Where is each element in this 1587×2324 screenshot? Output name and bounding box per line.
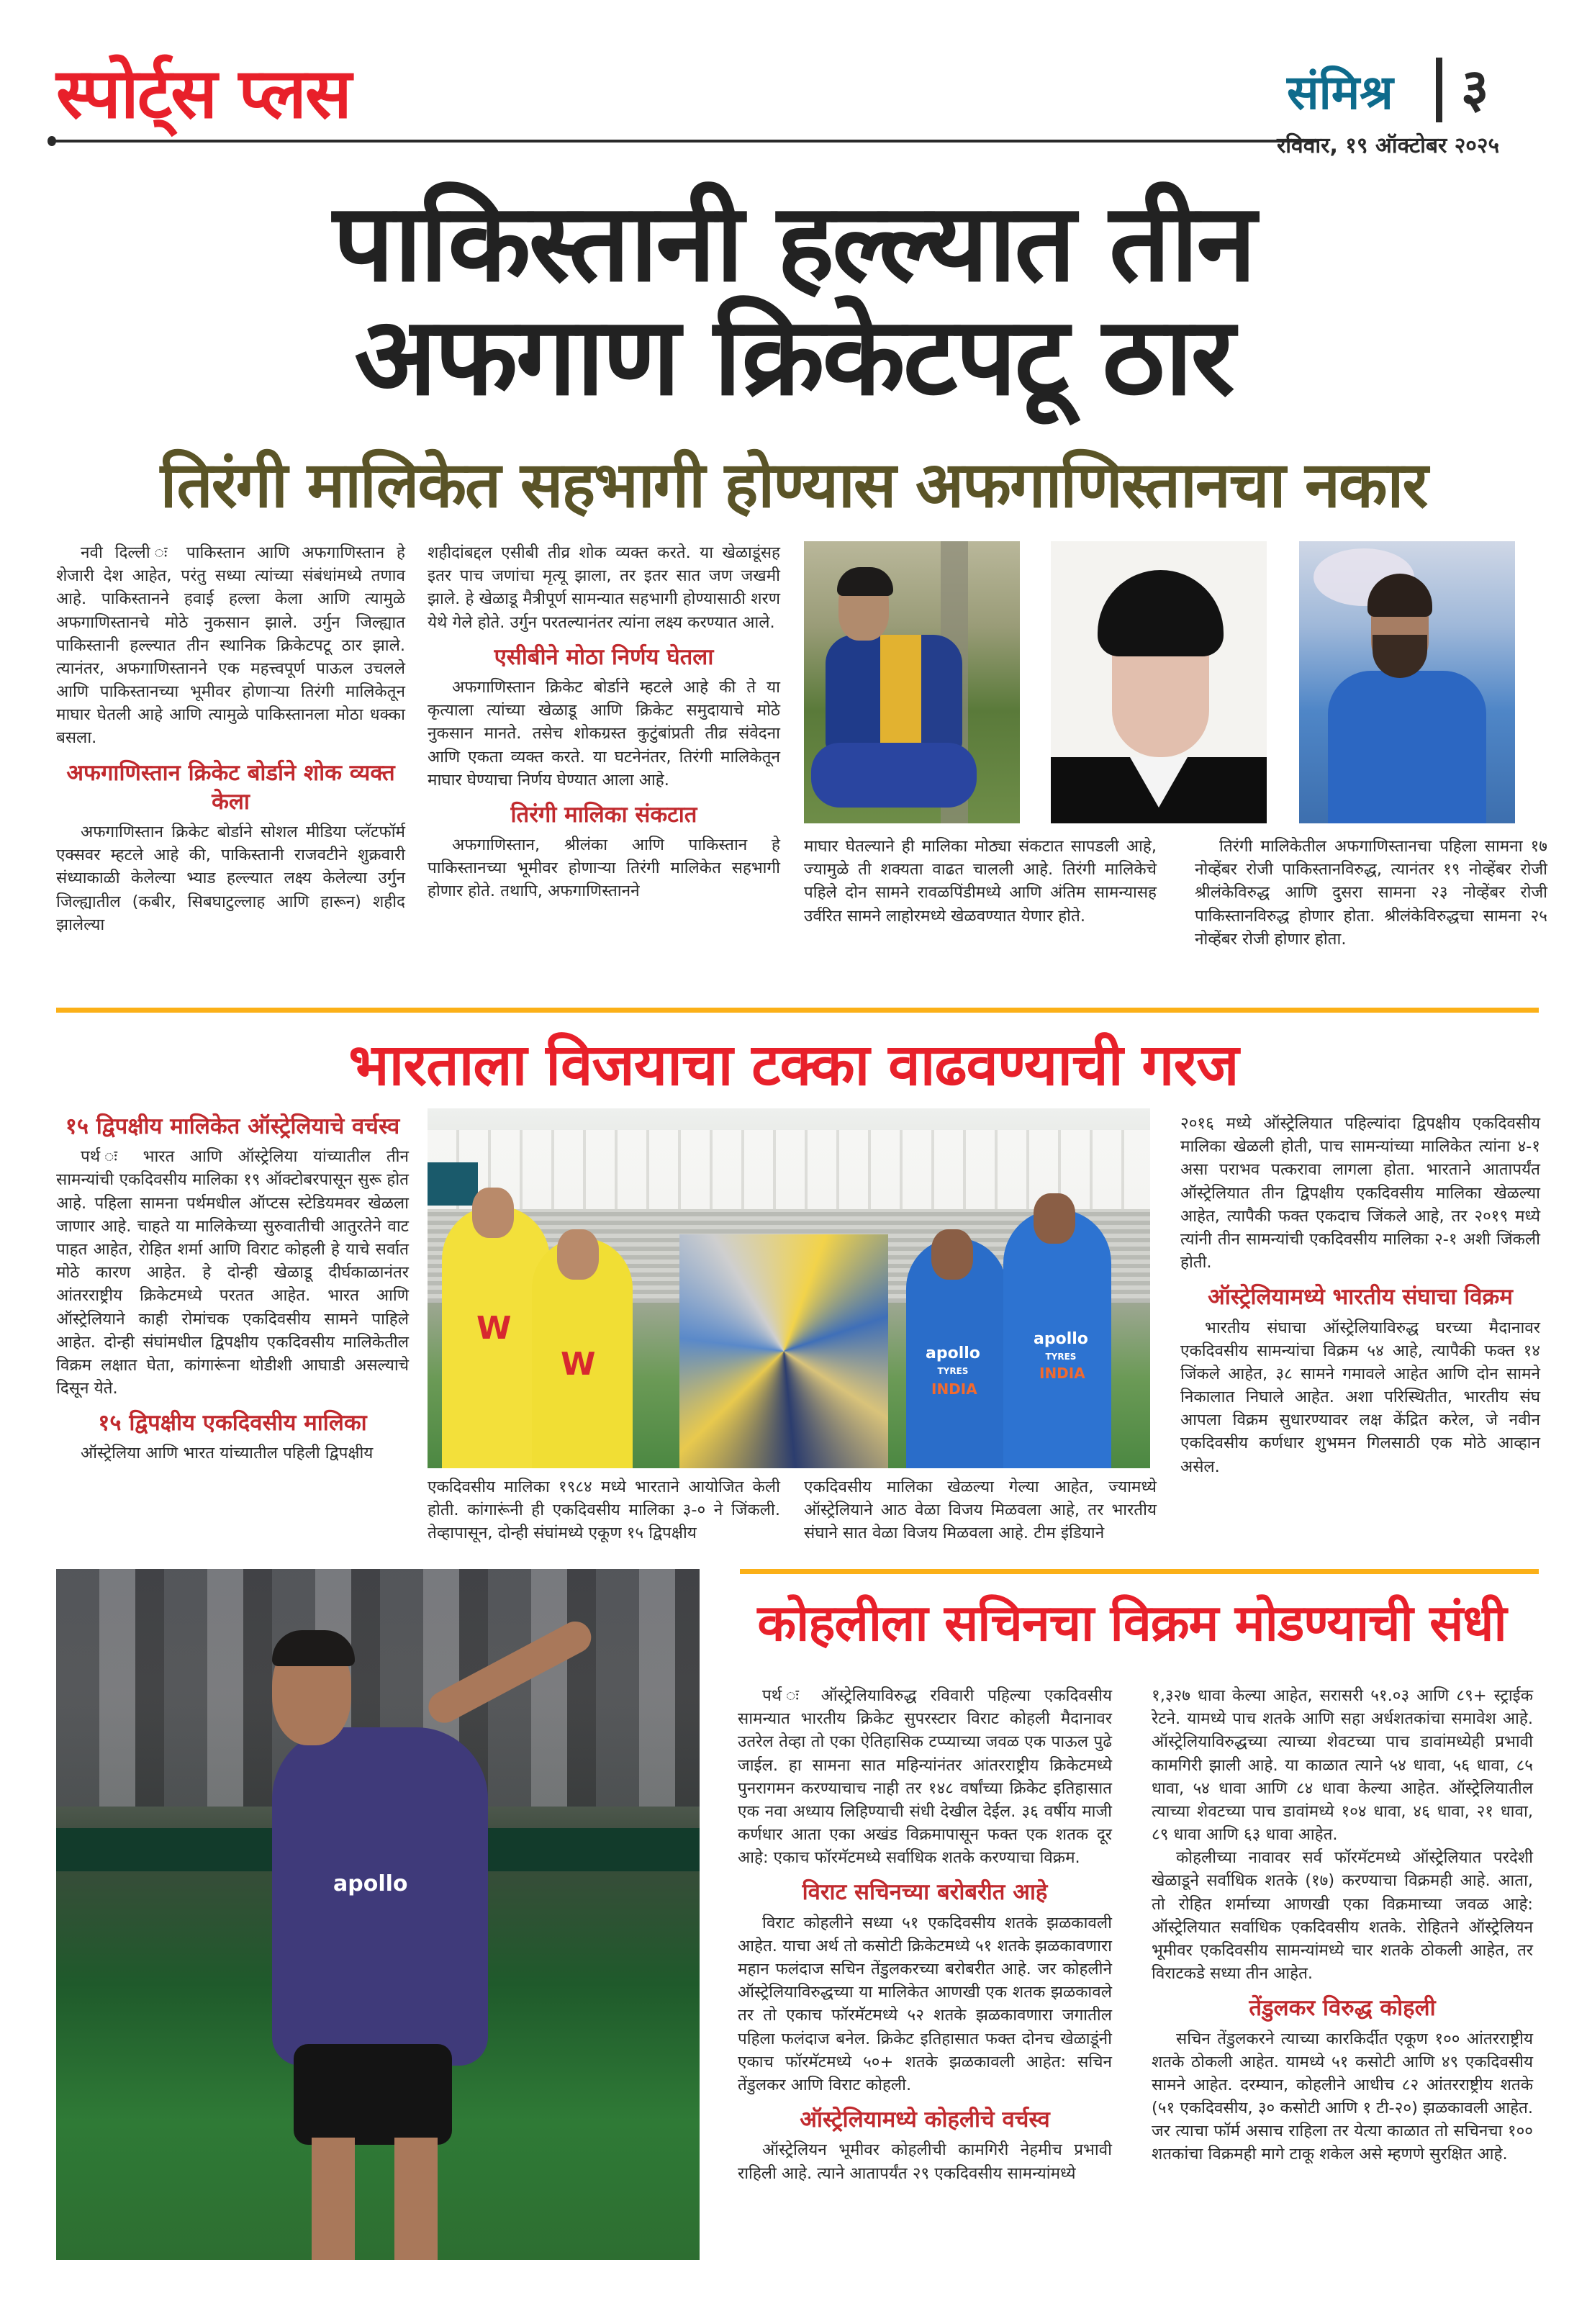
paragraph: नवी दिल्ली ः पाकिस्तान आणि अफगाणिस्तान हे शेजारी देश आहेत, परंतु सध्या त्यांच्या संबंधांमध्ये तणाव आहे. पाकिस्तानने हवाई हल्ला केला आणि त्यामुळे अफगाणिस्तानचे मोठे नुकसान झाले. उर्गुन जिल्ह्यात पाकिस्तानी हल्ल्यात तीन स्थानिक क्रिकेटपटू ठार झाले. त्यानंतर, अफगाणिस्तानने एक महत्त्वपूर्ण पाऊल उचलले आणि पाकिस्तानच्या भूमीवर होणाऱ्या तिरंगी मालिकेतून माघार घेतली आहे आणि त्यामुळे पाकिस्तानला मोठा धक्का बसला. xyxy=(56,543,405,748)
jersey-text: INDIA xyxy=(931,1380,977,1398)
story3-headline: कोहलीला सचिनचा विक्रम मोडण्याची संधी xyxy=(757,1593,1506,1652)
paragraph: अफगाणिस्तान क्रिकेट बोर्डाने सोशल मीडिया प्लॅटफॉर्म एक्सवर म्हटले आहे की, पाकिस्तानी राजवटीने शुक्रवारी संध्याकाळी केलेल्या भ्याड हल्ल्यात लक्ष्य केलेल्या उर्गुन जिल्ह्यातील (कबीर, सिबघाटुल्लाह आणि हारून) शहीद झालेल्या xyxy=(56,823,405,934)
subheading: ऑस्ट्रेलियामध्ये कोहलीचे वर्चस्व xyxy=(800,2107,1050,2133)
sponsor-logo: W xyxy=(561,1346,596,1383)
sponsor-logo: apollo xyxy=(333,1871,408,1896)
page-number: ३ xyxy=(1461,58,1489,119)
paragraph: पर्थ ः ऑस्ट्रेलियाविरुद्ध रविवारी पहिल्या एकदिवसीय सामन्यात भारतीय क्रिकेट सुपरस्टार विराट कोहली मैदानावर उतरेल तेव्हा तो एका ऐतिहासिक टप्प्याच्या जवळ एक पाऊल पुढे जाईल. हा सामना सात महिन्यांनंतर आंतरराष्ट्रीय क्रिकेटमध्ये पुनरागमन करण्याचाच नाही तर १४८ वर्षांच्या क्रिकेट इतिहासात एक नवा अध्याय लिहिण्याची संधी देखील देईल. ३६ वर्षीय माजी कर्णधार आता एका अखंड विक्रमापासून फक्त एक शतक दूर आहे: एकाच फॉरमॅटमध्ये सर्वाधिक शतके करण्याचा विक्रम. xyxy=(738,1686,1112,1868)
jersey-text: INDIA xyxy=(1039,1365,1085,1382)
dateline: रविवार, १९ ऑक्टोबर २०२५ xyxy=(1277,133,1500,158)
photo-cricketer-2 xyxy=(1051,541,1267,823)
paragraph: तिरंगी मालिकेतील अफगाणिस्तानचा पहिला सामना १७ नोव्हेंबर रोजी पाकिस्तानविरुद्ध, त्यानंतर १९ नोव्हेंबर रोजी श्रीलंकेविरुद्ध आणि दुसरा सामना २३ नोव्हेंबर रोजी पाकिस्तानविरुद्ध होणार होता. श्रीलंकेविरुद्धचा सामना २५ नोव्हेंबर रोजी होणार होता. xyxy=(1195,837,1547,949)
headline-line-2: अफगाण क्रिकेटपटू ठार xyxy=(354,294,1233,420)
section-separator xyxy=(1436,58,1442,122)
paragraph: ऑस्ट्रेलिया आणि भारत यांच्यातील पहिली द्विपक्षीय xyxy=(81,1444,374,1463)
masthead-title: स्पोर्ट्स प्लस xyxy=(56,53,351,134)
story2-headline: भारताला विजयाचा टक्का वाढवण्याची गरज xyxy=(348,1031,1239,1098)
paragraph: शहीदांबद्दल एसीबी तीव्र शोक व्यक्त करते. या खेळाडूंसह इतर पाच जणांचा मृत्यू झाला, तर इतर सात जण जखमी झाले. हे खेळाडू मैत्रीपूर्ण सामन्यात सहभागी होण्यासाठी शरण येथे गेले होते. उर्गुन परतल्यानंतर त्यांना लक्ष्य करण्यात आले. xyxy=(428,543,780,632)
masthead-divider xyxy=(50,140,1317,143)
story1-column-1 xyxy=(56,541,405,936)
paragraph: अफगाणिस्तान क्रिकेट बोर्डाने म्हटले आहे की ते या कृत्याला त्यांच्या खेळाडू आणि क्रिकेट समुदायाचे मोठे नुकसान मानते. तसेच शोकग्रस्त कुटुंबांप्रती तीव्र संवेदना आणि एकता व्यक्त करते. या घटनेनंतर, तिरंगी मालिकेतून माघार घेण्याचा निर्णय घेण्यात आला आहे. xyxy=(428,677,780,790)
paragraph: २०१६ मध्ये ऑस्ट्रेलियात पहिल्यांदा द्विपक्षीय एकदिवसीय मालिका खेळली होती, पाच सामन्यांच्या मालिकेत त्यांना ४-१ असा पराभव पत्करावा लागला होता. भारताने आतापर्यंत ऑस्ट्रेलियात तीन द्विपक्षीय एकदिवसीय मालिका खेळल्या आहेत, त्यापैकी फक्त एकदाच जिंकले आहे, तर २०१९ मध्ये त्यांनी तीन सामन्यांची एकदिवसीय मालिका २-१ अशी जिंकली होती. xyxy=(1180,1114,1540,1272)
section-divider xyxy=(56,1008,1539,1013)
paragraph: विराट कोहलीने सध्या ५१ एकदिवसीय शतके झळकावली आहेत. याचा अर्थ तो कसोटी क्रिकेटमध्ये ५१ शतके झळकावणारा महान फलंदाज सचिन तेंडुलकरच्या बरोबरीत आहे. जर कोहलीने ऑस्ट्रेलियाविरुद्धच्या या मालिकेत आणखी एक शतक झळकावले तर तो एकाच फॉरमॅटमध्ये ५२ शतके झळकावणारा जगातील पहिला फलंदाज बनेल. क्रिकेट इतिहासात फक्त दोनच खेळाडूंनी एकाच फॉरमॅटमध्ये ५०+ शतके झळकावली आहेत: सचिन तेंडुलकर आणि विराट कोहली. xyxy=(738,1913,1112,2094)
history-collage xyxy=(679,1234,888,1468)
story3-column-2 xyxy=(1152,1684,1533,2166)
subheading: एसीबीने मोठा निर्णय घेतला xyxy=(494,643,714,670)
subheading: विराट सचिनच्या बरोबरीत आहे xyxy=(802,1879,1048,1906)
story2-column-4 xyxy=(1180,1112,1540,1478)
story1-column-2 xyxy=(428,541,780,903)
paragraph: १,३२७ धावा केल्या आहेत, सरासरी ५१.०३ आणि ८९+ स्ट्राईक रेटने. यामध्ये पाच शतके आणि सहा अर्धशतकांचा समावेश आहे. ऑस्ट्रेलियाविरुद्धच्या त्याच्या शेवटच्या पाच डावांमध्येही प्रभावी कामगिरी झाली आहे. या काळात त्याने ५४ धावा, ५६ धावा, ८५ धावा, ५४ धावा आणि ८४ धावा केल्या आहेत. ऑस्ट्रेलियातील त्याच्या शेवटच्या पाच डावांमध्ये १०४ धावा, ४६ धावा, २१ धावा, ८९ धावा आणि ६३ धावा आहेत. xyxy=(1152,1686,1533,1845)
story1-subhead: तिरंगी मालिकेत सहभागी होण्यास अफगाणिस्तानचा नकार xyxy=(160,448,1427,522)
team-captains-photo xyxy=(428,1108,1150,1468)
paragraph: माघार घेतल्याने ही मालिका मोठ्या संकटात सापडली आहे, ज्यामुळे ती शक्यता वाढत चालली आहे. तिरंगी मालिकेचे पहिले दोन सामने रावळपिंडीमध्ये आणि अंतिम सामन्यासह उर्वरित सामने लाहोरमध्ये खेळवण्यात येणार होते. xyxy=(804,837,1157,926)
kohli-photo xyxy=(56,1569,700,2260)
paragraph: एकदिवसीय मालिका १९८४ मध्ये भारताने आयोजित केली होती. कांगारूंनी ही एकदिवसीय मालिका ३-० ने जिंकली. तेव्हापासून, दोन्ही संघांमध्ये एकूण १५ द्विपक्षीय xyxy=(428,1478,780,1543)
subheading: १५ द्विपक्षीय एकदिवसीय मालिका xyxy=(98,1410,367,1437)
story1-column-4 xyxy=(1195,835,1547,951)
story3-column-1 xyxy=(738,1684,1112,2185)
scoreboard-graphic xyxy=(428,1162,478,1206)
sponsor-logo: W xyxy=(476,1310,512,1347)
sponsor-logo: apollo TYRES xyxy=(1034,1330,1088,1362)
paragraph: कोहलीच्या नावावर सर्व फॉरमॅटमध्ये ऑस्ट्रेलियात परदेशी खेळाडूने सर्वाधिक शतके (१७) करण्याचा विक्रमही आहे. आता, तो रोहित शर्माच्या आणखी एका विक्रमाच्या जवळ आहे: ऑस्ट्रेलियात सर्वाधिक एकदिवसीय शतके. रोहितने ऑस्ट्रेलियन भूमीवर एकदिवसीय सामन्यांमध्ये चार शतके ठोकली आहेत, तर विराटकडे सध्या तीन आहेत. xyxy=(1152,1848,1533,1984)
paragraph: ऑस्ट्रेलियन भूमीवर कोहलीची कामगिरी नेहमीच प्रभावी राहिली आहे. त्याने आतापर्यंत २९ एकदिवसीय सामन्यांमध्ये xyxy=(738,2140,1112,2183)
paragraph: सचिन तेंडुलकरने त्याच्या कारकिर्दीत एकूण १०० आंतरराष्ट्रीय शतके ठोकली आहेत. यामध्ये ५१ कसोटी आणि ४९ एकदिवसीय सामने आहेत. दरम्यान, कोहलीने आधीच ८२ आंतरराष्ट्रीय शतके (५१ एकदिवसीय, ३० कसोटी आणि १ टी-२०) झळकावली आहेत. जर त्याचा फॉर्म असाच राहिला तर येत्या काळात तो सचिनचा १०० शतकांचा विक्रमही मागे टाकू शकेल असे म्हणणे सुरक्षित आहे. xyxy=(1152,2029,1533,2164)
paragraph: अफगाणिस्तान, श्रीलंका आणि पाकिस्तान हे पाकिस्तानच्या भूमीवर होणाऱ्या तिरंगी मालिकेत सहभागी होणार होते. तथापि, अफगाणिस्तानने xyxy=(428,836,780,901)
paragraph: एकदिवसीय मालिका खेळल्या गेल्या आहेत, ज्यामध्ये ऑस्ट्रेलियाने आठ वेळा विजय मिळवला आहे, तर भारतीय संघाने सात वेळा विजय मिळवला आहे. टीम इंडियाने xyxy=(804,1478,1157,1543)
subheading: तेंडुलकर विरुद्ध कोहली xyxy=(1249,1995,1436,2022)
subheading: ऑस्ट्रेलियामध्ये भारतीय संघाचा विक्रम xyxy=(1208,1284,1513,1311)
subheading: तिरंगी मालिका संकटात xyxy=(510,801,697,828)
sponsor-logo: apollo TYRES xyxy=(926,1344,980,1376)
subheading: १५ द्विपक्षीय मालिकेत ऑस्ट्रेलियाचे वर्चस्व xyxy=(65,1113,400,1139)
photo-cricketer-1 xyxy=(804,541,1020,823)
story2-column-3 xyxy=(804,1475,1157,1545)
story1-column-3 xyxy=(804,835,1157,928)
section-divider xyxy=(740,1569,1539,1574)
subheading: अफगाणिस्तान क्रिकेट बोर्डाने शोक व्यक्त केला xyxy=(66,759,395,815)
section-name: संमिश्र xyxy=(1287,65,1393,120)
paragraph: पर्थ ः भारत आणि ऑस्ट्रेलिया यांच्यातील तीन सामन्यांची एकदिवसीय मालिका १९ ऑक्टोबरपासून सुरू होत आहे. पहिला सामना पर्थमधील ऑप्टस स्टेडियमवर खेळला जाणार आहे. चाहते या मालिकेच्या सुरुवातीची आतुरतेने वाट पाहत आहेत, रोहित शर्मा आणि विराट कोहली हे याचे सर्वात मोठे कारण आहेत. हे दोन्ही खेळाडू दीर्घकाळानंतर आंतरराष्ट्रीय क्रिकेटमध्ये परतत आहेत. भारत आणि ऑस्ट्रेलियाने काही रोमांचक एकदिवसीय सामने पाहिले आहेत. दोन्ही संघांमधील द्विपक्षीय एकदिवसीय मालिकेतील विक्रम लक्षात घेता, कांगारूंना थोडीशी आघाडी असल्याचे दिसून येते. xyxy=(56,1147,409,1398)
paragraph: भारतीय संघाचा ऑस्ट्रेलियाविरुद्ध घरच्या मैदानावर एकदिवसीय सामन्यांचा विक्रम ५४ आहे, त्यापैकी फक्त १४ जिंकले आहेत, ३८ सामने गमावले आहेत आणि दोन सामने निकालात निघाले आहेत. अशा परिस्थितीत, भारतीय संघ आपला विक्रम सुधारण्यावर लक्ष केंद्रित करेल, जे नवीन एकदिवसीय कर्णधार शुभमन गिलसाठी एक मोठे आव्हान असेल. xyxy=(1180,1318,1540,1476)
headline-line-1: पाकिस्तानी हल्ल्यात तीन xyxy=(333,181,1254,306)
story2-column-1 xyxy=(56,1112,409,1465)
photo-cricketer-3 xyxy=(1299,541,1515,823)
story1-headline xyxy=(43,181,1544,420)
story2-column-2 xyxy=(428,1475,780,1545)
